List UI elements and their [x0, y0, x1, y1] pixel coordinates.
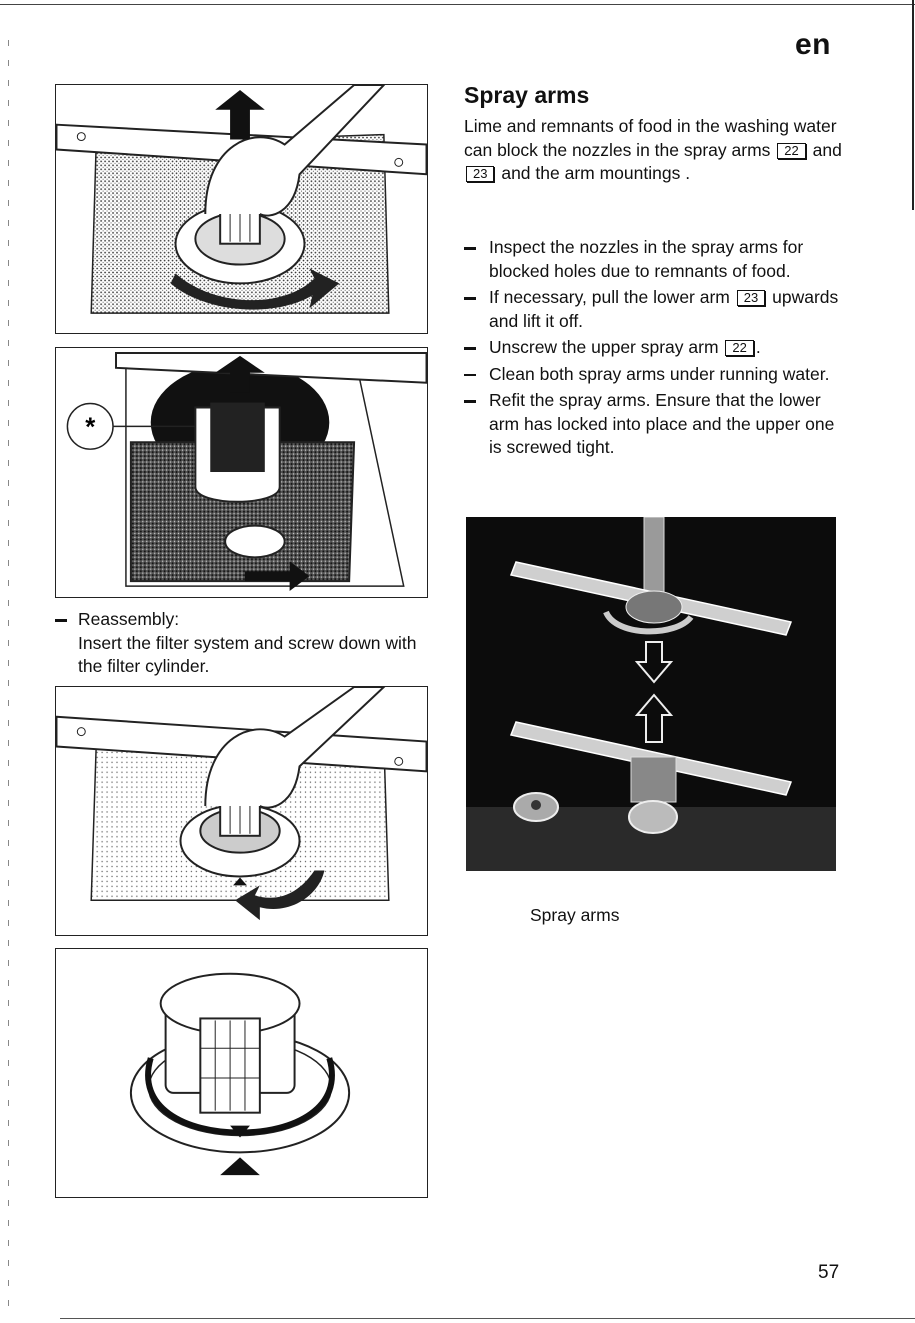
filter-system-illustration	[56, 348, 427, 597]
intro-text-2: and	[812, 139, 842, 160]
photo-caption: Spray arms	[530, 905, 620, 925]
list-item: Clean both spray arms under running water.	[464, 363, 844, 387]
page-number: 57	[818, 1262, 840, 1283]
intro-text-1: Lime and remnants of food in the washing water can block the nozzles in the spray arms	[464, 116, 837, 160]
filter-refit-illustration	[56, 687, 427, 935]
page-edge-bottom	[60, 1318, 915, 1319]
figure-remove-filter-cylinder	[55, 84, 428, 334]
intro-paragraph	[464, 115, 844, 186]
page-edge-top	[0, 4, 915, 5]
spray-arm-steps	[464, 236, 844, 463]
reassembly-label: Reassembly:	[78, 609, 180, 629]
page-edge-left	[8, 40, 9, 1310]
reference-box: 23	[737, 290, 765, 306]
intro-text-3: and the arm mountings .	[501, 163, 691, 183]
list-item: If necessary, pull the lower arm 23 upwards and lift it off.	[464, 286, 844, 333]
reassembly-step	[55, 608, 435, 679]
filter-alignment-illustration	[56, 949, 427, 1197]
list-item: Inspect the nozzles in the spray arms for blocked holes due to remnants of food.	[464, 236, 844, 283]
figure-lift-filter-system	[55, 347, 428, 598]
reassembly-text: Insert the filter system and screw down with the filter cylinder.	[78, 632, 417, 676]
figure-spray-arms-photo	[466, 517, 836, 871]
list-item: Refit the spray arms. Ensure that the lower arm has locked into place and the upper one is screwed tight.	[464, 389, 844, 460]
page-edge-right	[912, 0, 914, 210]
figure-filter-alignment	[55, 948, 428, 1198]
reference-box: 22	[777, 143, 805, 159]
reference-box: 23	[466, 166, 494, 182]
reference-box: 22	[725, 340, 753, 356]
asterisk-marker: *	[85, 413, 96, 442]
section-heading: Spray arms	[464, 82, 590, 108]
list-item: Unscrew the upper spray arm 22 .	[464, 336, 844, 360]
language-code: en	[795, 28, 832, 61]
spray-arms-illustration	[466, 517, 836, 871]
figure-screw-down-filter	[55, 686, 428, 936]
filter-removal-illustration	[56, 85, 427, 333]
